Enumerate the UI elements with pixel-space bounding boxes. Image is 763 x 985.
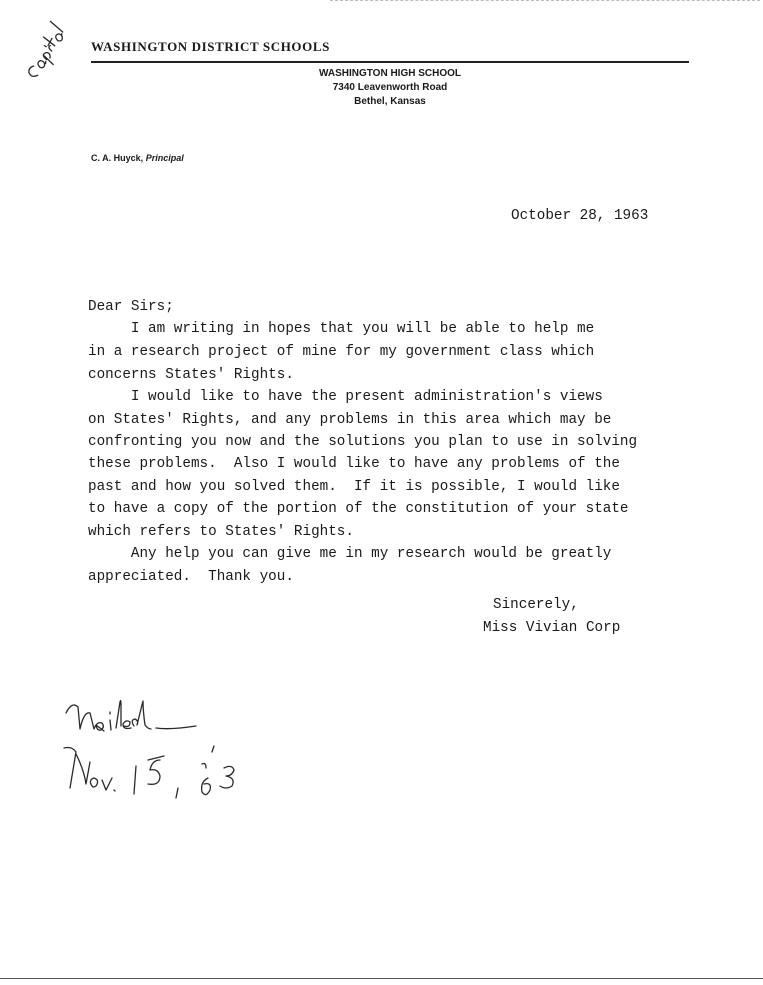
mailed-handwriting <box>66 701 196 731</box>
body-line: to have a copy of the portion of the constitution of your state <box>88 501 629 517</box>
body-line: past and how you solved them. If it is possible, I would like <box>88 479 620 495</box>
body-line: I would like to have the present administration's views <box>88 389 603 405</box>
school-address-line2: Bethel, Kansas <box>354 96 426 107</box>
district-name: WASHINGTON DISTRICT SCHOOLS <box>91 39 330 54</box>
closing: Sincerely, <box>493 597 579 613</box>
body-line: confronting you now and the solutions you plan to use in solving <box>88 434 638 450</box>
bottom-border <box>0 978 763 979</box>
body-line: on States' Rights, and any problems in this area which may be <box>88 412 612 428</box>
mailed-date-handwriting <box>64 746 234 798</box>
letter-date: October 28, 1963 <box>511 208 649 224</box>
body-line: in a research project of mine for my government class which <box>88 344 595 360</box>
body-line: appreciated. Thank you. <box>88 569 294 585</box>
body-line: concerns States' Rights. <box>88 367 294 383</box>
school-address-line1: 7340 Leavenworth Road <box>332 82 448 93</box>
body-line: which refers to States' Rights. <box>88 524 354 540</box>
principal-name: C. A. Huyck, <box>91 153 144 163</box>
salutation: Dear Sirs; <box>88 299 174 315</box>
signature: Miss Vivian Corp <box>483 620 621 636</box>
principal-title: Principal <box>145 153 184 163</box>
body-line: these problems. Also I would like to have any problems of the <box>88 456 620 472</box>
body-line: I am writing in hopes that you will be able to help me <box>88 321 595 337</box>
body-line: Any help you can give me in my research would be greatly <box>88 546 612 562</box>
corner-handwritten-note <box>22 21 71 82</box>
school-name: WASHINGTON HIGH SCHOOL <box>318 68 462 79</box>
